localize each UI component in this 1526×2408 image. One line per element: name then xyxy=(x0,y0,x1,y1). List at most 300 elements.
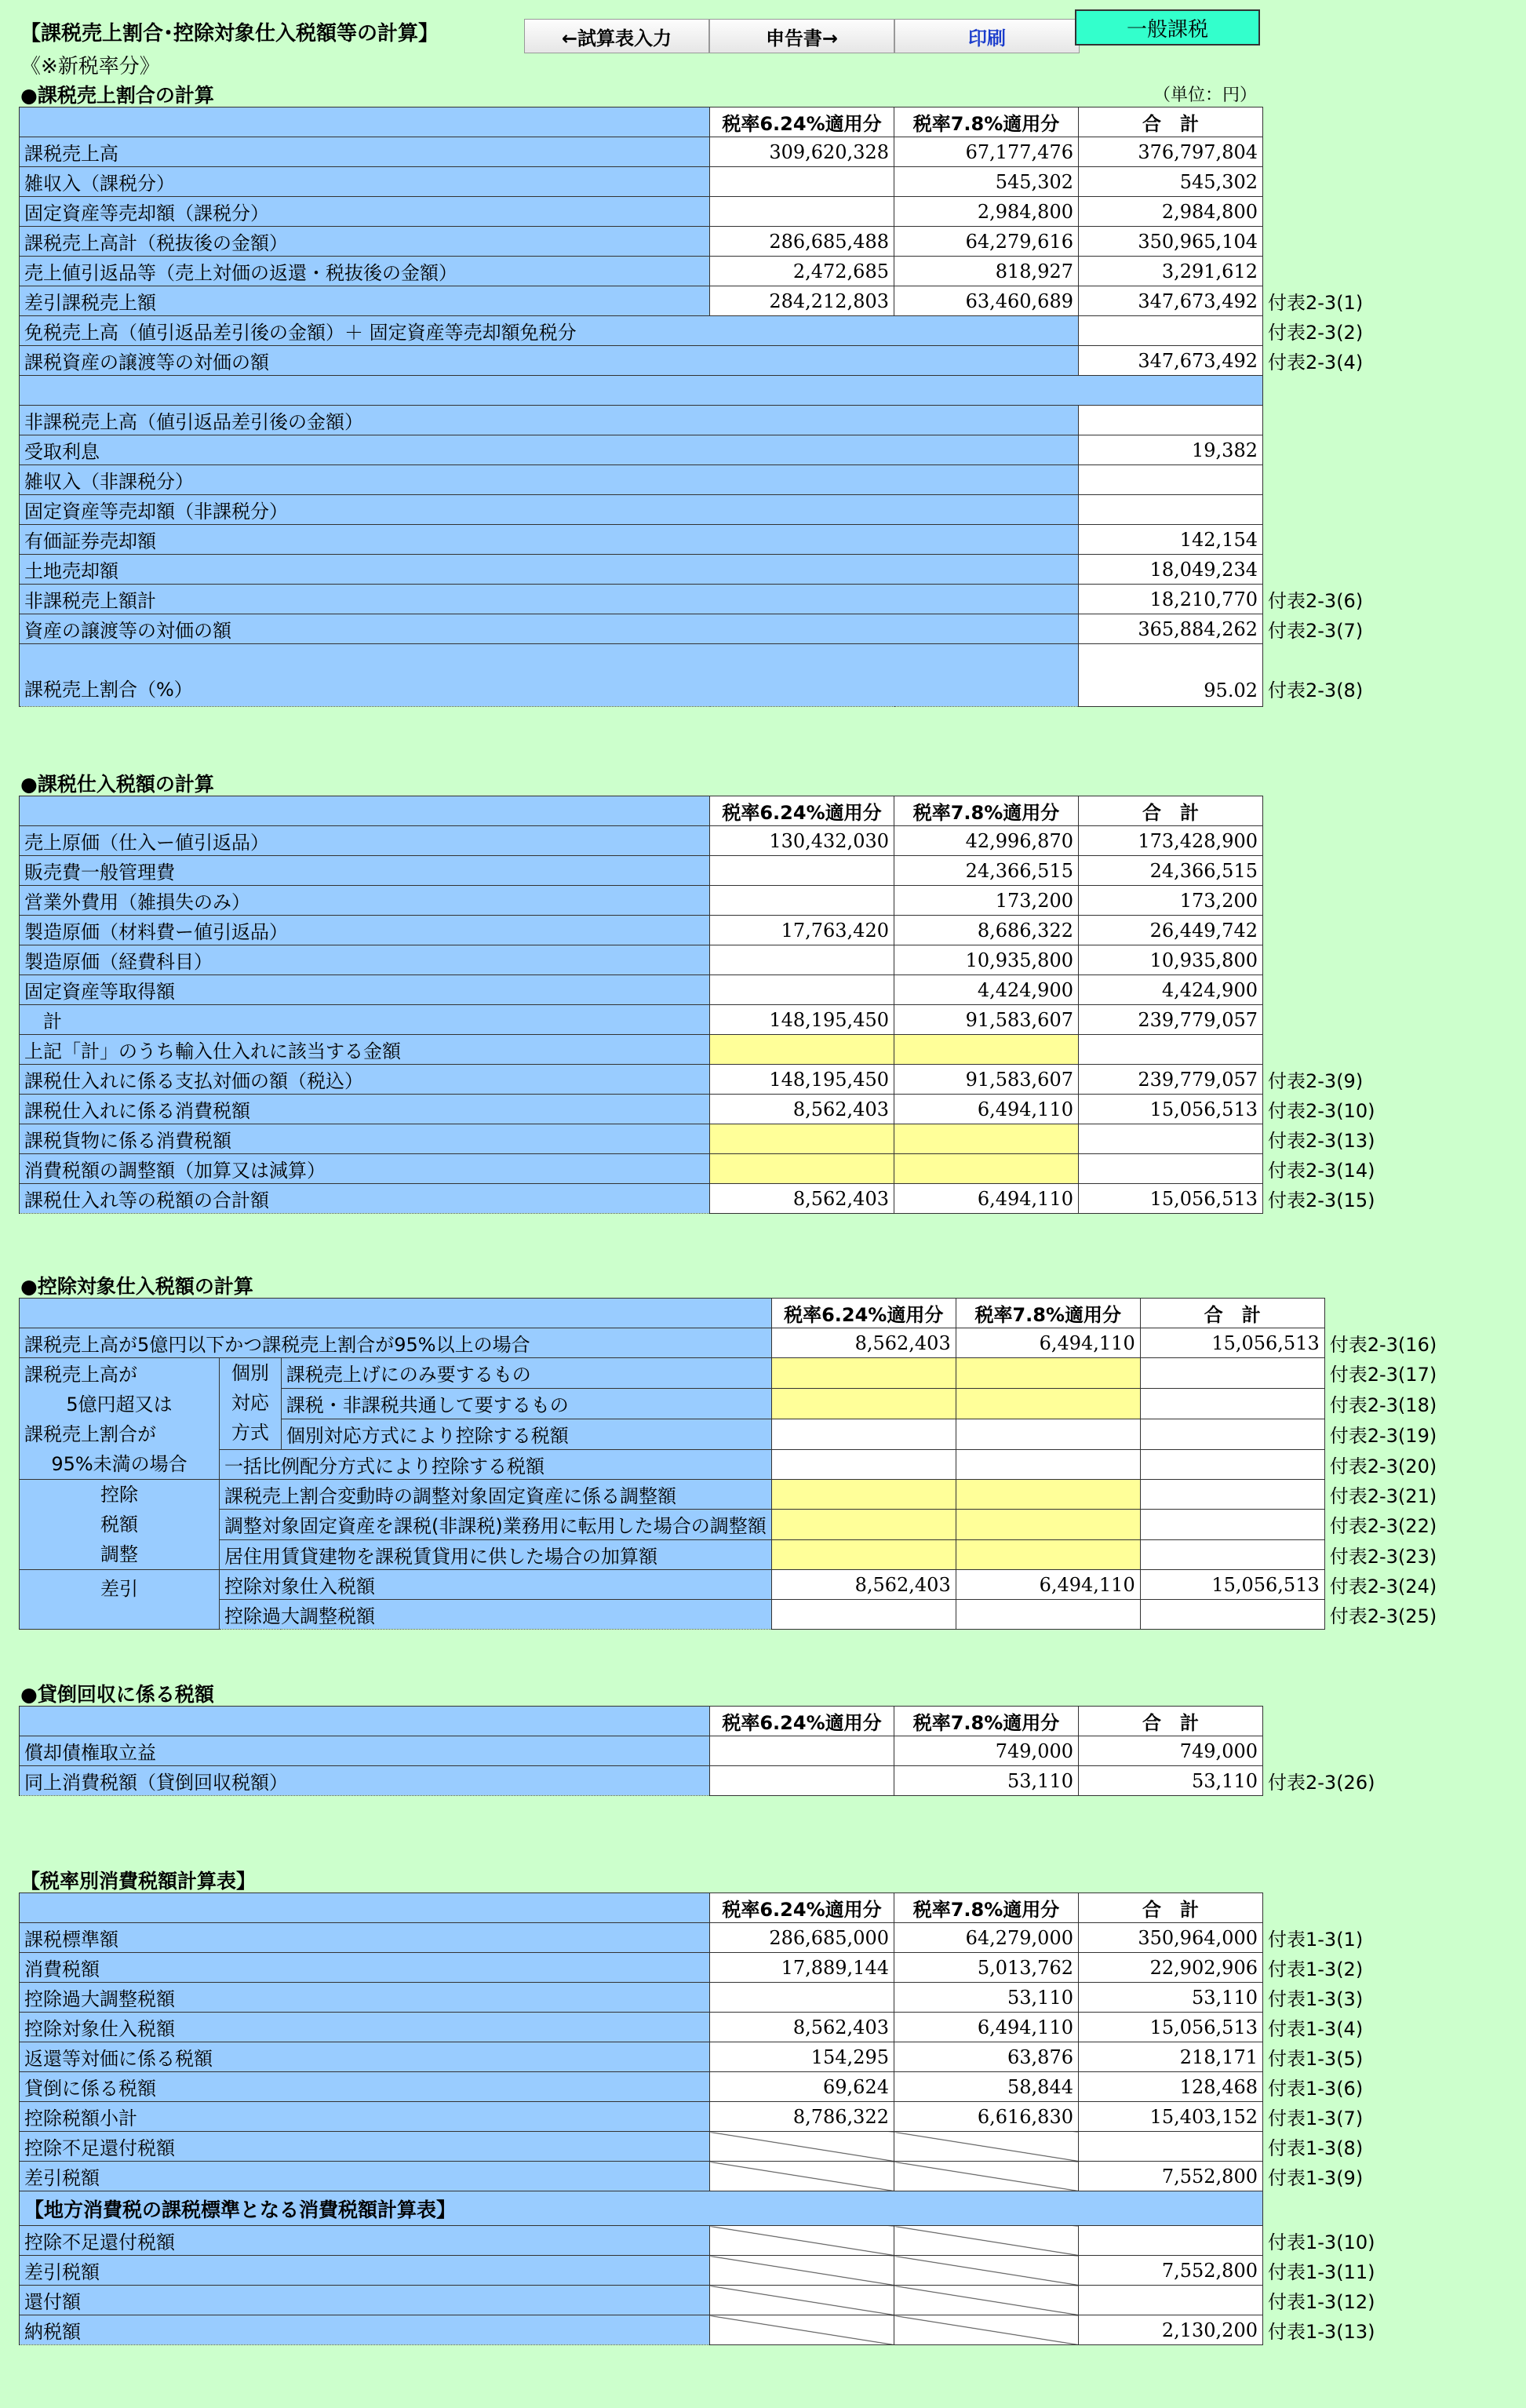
rate-78-value[interactable]: 64,279,000 xyxy=(894,1923,1079,1953)
tax-return-button[interactable]: 申告書→ xyxy=(709,19,894,53)
row-label: 課税仕入れ等の税額の合計額 xyxy=(20,1184,710,1214)
form-reference: 付表1-3(8) xyxy=(1268,2137,1364,2159)
total-value[interactable]: 239,779,057 xyxy=(1079,1005,1263,1035)
row-label: 課税仕入れに係る消費税額 xyxy=(20,1095,710,1124)
individual-method-label xyxy=(220,1358,282,1450)
rate-624-value[interactable] xyxy=(771,1510,956,1539)
total-value[interactable]: 2,130,200 xyxy=(1079,2315,1263,2345)
taxable-sales-ratio-label: 課税売上割合（%） xyxy=(20,644,1079,707)
difference-label: 差引 xyxy=(20,1570,220,1630)
row-label: 課税売上割合変動時の調整対象固定資産に係る調整額 xyxy=(220,1480,772,1510)
row-label: 計 xyxy=(20,1005,710,1035)
form-reference: 付表1-3(3) xyxy=(1268,1988,1364,2010)
form-reference: 付表2-3(18) xyxy=(1329,1394,1437,1417)
row-label: 売上原価（仕入ー値引返品） xyxy=(20,826,710,856)
total-value[interactable]: 26,449,742 xyxy=(1079,916,1263,945)
rate-624-value[interactable] xyxy=(771,1539,956,1569)
total-value[interactable] xyxy=(1079,1154,1263,1184)
total-value[interactable] xyxy=(1079,2226,1263,2256)
rate-78-value[interactable]: 545,302 xyxy=(894,167,1079,197)
row-label: 消費税額の調整額（加算又は減算） xyxy=(20,1154,710,1184)
form-reference: 付表2-3(8) xyxy=(1268,679,1364,701)
large-sales-condition-label xyxy=(20,1358,220,1480)
rate-624-value[interactable] xyxy=(710,1983,894,2013)
form-reference xyxy=(1263,826,1389,856)
table-row xyxy=(20,2256,1389,2286)
form-reference xyxy=(1263,1005,1389,1035)
table-row xyxy=(20,945,1389,975)
rate-624-value[interactable]: 148,195,450 xyxy=(710,1065,894,1095)
table-row xyxy=(20,1328,1451,1358)
rate-78-value[interactable]: 749,000 xyxy=(894,1736,1079,1766)
table-row xyxy=(20,525,1389,555)
rate-624-value[interactable] xyxy=(710,1124,894,1154)
table-row xyxy=(20,1095,1389,1124)
adjustment-line: 税額 xyxy=(100,1514,138,1536)
total-value[interactable] xyxy=(1140,1358,1324,1389)
column-header-rate-624: 税率6.24%適用分 xyxy=(710,1893,894,1923)
column-header-rate-78: 税率7.8%適用分 xyxy=(956,1299,1140,1328)
rate-78-value[interactable] xyxy=(956,1510,1140,1539)
table-row xyxy=(20,886,1389,916)
table-row xyxy=(20,1766,1389,1796)
rate-624-value[interactable]: 130,432,030 xyxy=(710,826,894,856)
table-row xyxy=(20,856,1389,886)
total-value[interactable]: 15,056,513 xyxy=(1140,1570,1324,1600)
page-subtitle: 《※新税率分》 xyxy=(20,55,160,78)
form-reference xyxy=(1263,257,1389,286)
rate-78-value[interactable] xyxy=(894,1124,1079,1154)
individual-method-line: 方式 xyxy=(231,1422,269,1444)
total-value[interactable]: 347,673,492 xyxy=(1079,286,1263,316)
table-row xyxy=(20,167,1389,197)
rate-624-value[interactable] xyxy=(771,1600,956,1630)
total-value[interactable]: 53,110 xyxy=(1079,1766,1263,1796)
header-blank xyxy=(20,1299,772,1328)
row-label: 消費税額 xyxy=(20,1953,710,1983)
total-value[interactable]: 128,468 xyxy=(1079,2072,1263,2102)
form-reference xyxy=(1263,945,1389,975)
total-value[interactable] xyxy=(1079,406,1263,435)
form-reference: 付表2-3(24) xyxy=(1329,1576,1437,1597)
rate-624-value[interactable] xyxy=(710,1154,894,1184)
column-header-rate-624: 税率6.24%適用分 xyxy=(710,1707,894,1736)
total-value[interactable]: 142,154 xyxy=(1079,525,1263,555)
row-label: 課税売上高が5億円以下かつ課税売上割合が95%以上の場合 xyxy=(20,1328,772,1358)
total-value[interactable]: 7,552,800 xyxy=(1079,2162,1263,2191)
rate-624-value[interactable] xyxy=(710,975,894,1005)
table-row xyxy=(20,1600,1451,1630)
rate-78-value[interactable] xyxy=(956,1600,1140,1630)
rate-78-value[interactable]: 4,424,900 xyxy=(894,975,1079,1005)
table-row xyxy=(20,257,1389,286)
rate-78-value[interactable]: 64,279,616 xyxy=(894,227,1079,257)
row-label: 貸倒に係る税額 xyxy=(20,2072,710,2102)
deductible-purchase-tax-section-title: ●控除対象仕入税額の計算 xyxy=(20,1275,253,1298)
total-value[interactable]: 173,200 xyxy=(1079,886,1263,916)
table-row xyxy=(20,2102,1389,2132)
table-row xyxy=(20,2226,1389,2256)
table-row xyxy=(20,316,1389,346)
rate-78-value[interactable]: 63,460,689 xyxy=(894,286,1079,316)
total-value[interactable] xyxy=(1140,1449,1324,1480)
form-reference: 付表2-3(23) xyxy=(1329,1545,1437,1568)
form-reference: 付表1-3(13) xyxy=(1268,2321,1375,2343)
rate-78-value[interactable] xyxy=(956,1449,1140,1480)
row-label: 差引税額 xyxy=(20,2162,710,2191)
rate-624-value[interactable] xyxy=(710,2286,894,2315)
total-value[interactable]: 350,965,104 xyxy=(1079,227,1263,257)
row-label: 課税・非課税共通して要するもの xyxy=(281,1388,771,1419)
taxable-sales-ratio-table xyxy=(19,107,1389,707)
rate-624-value[interactable] xyxy=(710,856,894,886)
total-value[interactable] xyxy=(1079,1124,1263,1154)
ref-blank xyxy=(1263,796,1389,826)
form-reference: 付表2-3(26) xyxy=(1268,1772,1375,1794)
row-label: 控除不足還付税額 xyxy=(20,2226,710,2256)
table-row xyxy=(20,1124,1389,1154)
rate-624-value[interactable] xyxy=(710,1035,894,1065)
rate-78-value[interactable]: 173,200 xyxy=(894,886,1079,916)
rate-624-value[interactable] xyxy=(710,197,894,227)
form-reference: 付表2-3(17) xyxy=(1329,1364,1437,1386)
form-reference xyxy=(1263,465,1389,495)
table-row xyxy=(20,1923,1389,1953)
total-value[interactable]: 218,171 xyxy=(1079,2042,1263,2072)
row-label: 一括比例配分方式により控除する税額 xyxy=(220,1449,772,1480)
unit-label: （単位：円） xyxy=(1153,86,1258,105)
rate-624-value[interactable] xyxy=(710,2256,894,2286)
taxable-purchase-tax-table xyxy=(19,796,1389,1214)
table-row xyxy=(20,1065,1389,1095)
total-value[interactable] xyxy=(1079,316,1263,346)
rate-624-value[interactable] xyxy=(710,2226,894,2256)
rate-624-value[interactable] xyxy=(771,1388,956,1419)
form-reference xyxy=(1263,1736,1389,1766)
row-label: 控除対象仕入税額 xyxy=(20,2013,710,2042)
tax-mode-badge: 一般課税 xyxy=(1075,9,1260,46)
header-blank xyxy=(20,107,710,137)
total-value[interactable]: 15,056,513 xyxy=(1079,2013,1263,2042)
rate-624-value[interactable] xyxy=(771,1358,956,1389)
total-value[interactable]: 365,884,262 xyxy=(1079,614,1263,644)
rate-624-value[interactable]: 148,195,450 xyxy=(710,1005,894,1035)
table-row xyxy=(20,495,1389,525)
rate-624-value[interactable] xyxy=(710,167,894,197)
form-reference: 付表2-3(14) xyxy=(1268,1160,1375,1182)
table-row xyxy=(20,1983,1389,2013)
row-label: 土地売却額 xyxy=(20,555,1079,585)
row-label: 控除過大調整税額 xyxy=(20,1983,710,2013)
form-reference: 付表2-3(16) xyxy=(1329,1334,1437,1356)
rate-78-value[interactable]: 6,494,110 xyxy=(956,1570,1140,1600)
table-row xyxy=(20,1184,1389,1214)
column-header-total: 合 計 xyxy=(1079,1707,1263,1736)
column-header-rate-78: 税率7.8%適用分 xyxy=(894,1707,1079,1736)
rate-78-value[interactable] xyxy=(894,2286,1079,2315)
total-value[interactable] xyxy=(1079,1035,1263,1065)
total-value[interactable] xyxy=(1079,465,1263,495)
total-value[interactable] xyxy=(1140,1419,1324,1449)
big-condition-line: 95%未満の場合 xyxy=(51,1453,188,1475)
column-header-total: 合 計 xyxy=(1079,1893,1263,1923)
rate-624-value[interactable] xyxy=(771,1419,956,1449)
row-label: 雑収入（課税分） xyxy=(20,167,710,197)
row-label: 控除過大調整税額 xyxy=(220,1600,772,1630)
table-row xyxy=(20,2162,1389,2191)
total-value[interactable] xyxy=(1079,2132,1263,2162)
big-condition-line: 課税売上割合が xyxy=(24,1423,156,1445)
rate-624-value[interactable] xyxy=(710,1766,894,1796)
rate-624-value[interactable]: 286,685,000 xyxy=(710,1923,894,1953)
rate-78-value[interactable] xyxy=(894,2162,1079,2191)
rate-78-value[interactable] xyxy=(894,1035,1079,1065)
rate-78-value[interactable] xyxy=(956,1358,1140,1389)
total-value[interactable]: 10,935,800 xyxy=(1079,945,1263,975)
row-label: 還付額 xyxy=(20,2286,710,2315)
total-value[interactable] xyxy=(1140,1600,1324,1630)
rate-78-value[interactable] xyxy=(894,1154,1079,1184)
form-reference xyxy=(1263,916,1389,945)
column-header-total: 合 計 xyxy=(1079,107,1263,137)
table-row xyxy=(20,1005,1389,1035)
total-value[interactable]: 545,302 xyxy=(1079,167,1263,197)
rate-624-value[interactable]: 17,889,144 xyxy=(710,1953,894,1983)
total-value[interactable] xyxy=(1079,2286,1263,2315)
form-reference: 付表1-3(4) xyxy=(1268,2018,1364,2040)
taxable-sales-ratio-value[interactable]: 95.02 xyxy=(1079,644,1263,707)
total-value[interactable]: 347,673,492 xyxy=(1079,346,1263,376)
total-value[interactable]: 350,964,000 xyxy=(1079,1923,1263,1953)
row-label: 課税仕入れに係る支払対価の額（税込） xyxy=(20,1065,710,1095)
rate-624-value[interactable] xyxy=(710,886,894,916)
rate-624-value[interactable] xyxy=(710,2132,894,2162)
deductible-purchase-tax-table xyxy=(19,1298,1451,1630)
rate-624-value[interactable]: 8,562,403 xyxy=(710,1184,894,1214)
form-reference xyxy=(1263,495,1389,525)
table-row xyxy=(20,1953,1389,1983)
rate-78-value[interactable]: 6,494,110 xyxy=(894,1095,1079,1124)
form-reference xyxy=(1263,1035,1389,1065)
rate-624-value[interactable]: 8,786,322 xyxy=(710,2102,894,2132)
form-reference: 付表1-3(9) xyxy=(1268,2167,1364,2189)
column-header-total: 合 計 xyxy=(1079,796,1263,826)
rate-624-value[interactable]: 309,620,328 xyxy=(710,137,894,167)
tax-by-rate-table xyxy=(19,1893,1389,2345)
total-value[interactable]: 19,382 xyxy=(1079,435,1263,465)
rate-78-value[interactable]: 10,935,800 xyxy=(894,945,1079,975)
total-value[interactable]: 239,779,057 xyxy=(1079,1065,1263,1095)
total-value[interactable]: 15,056,513 xyxy=(1079,1095,1263,1124)
table-row xyxy=(20,1154,1389,1184)
total-value[interactable]: 7,552,800 xyxy=(1079,2256,1263,2286)
rate-78-value[interactable]: 6,616,830 xyxy=(894,2102,1079,2132)
table-row xyxy=(20,346,1389,376)
row-label: 納税額 xyxy=(20,2315,710,2345)
rate-624-value[interactable] xyxy=(710,2162,894,2191)
big-condition-line: 5億円超又は xyxy=(66,1393,173,1415)
rate-624-value[interactable] xyxy=(771,1480,956,1510)
rate-624-value[interactable]: 17,763,420 xyxy=(710,916,894,945)
table-row xyxy=(20,406,1389,435)
form-reference xyxy=(1263,167,1389,197)
column-header-rate-624: 税率6.24%適用分 xyxy=(710,107,894,137)
row-label: 課税貨物に係る消費税額 xyxy=(20,1124,710,1154)
total-value[interactable] xyxy=(1140,1388,1324,1419)
table-row xyxy=(20,1736,1389,1766)
rate-78-value[interactable]: 42,996,870 xyxy=(894,826,1079,856)
rate-624-value[interactable] xyxy=(771,1449,956,1480)
ref-blank xyxy=(1324,1299,1450,1328)
rate-78-value[interactable] xyxy=(956,1388,1140,1419)
rate-78-value[interactable] xyxy=(894,2226,1079,2256)
rate-78-value[interactable] xyxy=(956,1419,1140,1449)
row-label: 製造原価（経費科目） xyxy=(20,945,710,975)
form-reference xyxy=(1263,975,1389,1005)
rate-78-value[interactable]: 53,110 xyxy=(894,1766,1079,1796)
trial-balance-input-button[interactable]: ←試算表入力 xyxy=(524,19,709,53)
taxable-sales-ratio-section-title: ●課税売上割合の計算 xyxy=(20,84,214,107)
total-value[interactable]: 749,000 xyxy=(1079,1736,1263,1766)
row-label: 売上値引返品等（売上対価の返還・税抜後の金額） xyxy=(20,257,710,286)
total-value[interactable]: 53,110 xyxy=(1079,1983,1263,2013)
form-reference: 付表1-3(10) xyxy=(1268,2231,1375,2253)
bad-debt-recovery-table xyxy=(19,1706,1389,1796)
form-reference: 付表2-3(20) xyxy=(1329,1455,1437,1477)
table-row xyxy=(20,975,1389,1005)
form-reference: 付表2-3(9) xyxy=(1268,1070,1364,1092)
rate-624-value[interactable]: 284,212,803 xyxy=(710,286,894,316)
rate-78-value[interactable] xyxy=(894,2315,1079,2345)
bad-debt-recovery-section-title: ●貸倒回収に係る税額 xyxy=(20,1683,214,1706)
row-label: 課税売上げにのみ要するもの xyxy=(281,1358,771,1389)
rate-78-value[interactable]: 6,494,110 xyxy=(956,1328,1140,1358)
rate-78-value[interactable]: 5,013,762 xyxy=(894,1953,1079,1983)
row-label: 課税売上高計（税抜後の金額） xyxy=(20,227,710,257)
total-value[interactable]: 22,902,906 xyxy=(1079,1953,1263,1983)
total-value[interactable]: 15,056,513 xyxy=(1140,1328,1324,1358)
row-label: 同上消費税額（貸倒回収税額） xyxy=(20,1766,710,1796)
rate-78-value[interactable]: 58,844 xyxy=(894,2072,1079,2102)
adjustment-line: 控除 xyxy=(100,1484,138,1506)
row-label: 課税標準額 xyxy=(20,1923,710,1953)
total-value[interactable] xyxy=(1140,1480,1324,1510)
form-reference: 付表2-3(1) xyxy=(1268,292,1364,314)
total-value[interactable] xyxy=(1079,495,1263,525)
rate-78-value[interactable] xyxy=(956,1539,1140,1569)
form-reference xyxy=(1263,525,1389,555)
total-value[interactable]: 18,210,770 xyxy=(1079,585,1263,614)
row-label: 個別対応方式により控除する税額 xyxy=(281,1419,771,1449)
ref-blank xyxy=(1263,1707,1389,1736)
row-label: 上記「計」のうち輸入仕入れに該当する金額 xyxy=(20,1035,710,1065)
rate-78-value[interactable]: 91,583,607 xyxy=(894,1065,1079,1095)
rate-624-value[interactable]: 2,472,685 xyxy=(710,257,894,286)
rate-78-value[interactable] xyxy=(956,1480,1140,1510)
tax-adjustment-label xyxy=(20,1480,220,1570)
spacer-row xyxy=(20,376,1263,406)
form-reference: 付表2-3(2) xyxy=(1268,322,1364,344)
total-value[interactable]: 15,403,152 xyxy=(1079,2102,1263,2132)
rate-624-value[interactable]: 69,624 xyxy=(710,2072,894,2102)
table-row xyxy=(20,826,1389,856)
form-reference: 付表2-3(15) xyxy=(1268,1189,1375,1211)
rate-78-value[interactable] xyxy=(894,2256,1079,2286)
rate-624-value[interactable]: 8,562,403 xyxy=(771,1570,956,1600)
rate-78-value[interactable]: 8,686,322 xyxy=(894,916,1079,945)
table-row xyxy=(20,2013,1389,2042)
total-value[interactable] xyxy=(1140,1510,1324,1539)
total-value[interactable]: 2,984,800 xyxy=(1079,197,1263,227)
row-label: 資産の譲渡等の対価の額 xyxy=(20,614,1079,644)
table-row xyxy=(20,1449,1451,1480)
rate-78-value[interactable]: 67,177,476 xyxy=(894,137,1079,167)
rate-78-value[interactable]: 818,927 xyxy=(894,257,1079,286)
row-label: 固定資産等売却額（課税分） xyxy=(20,197,710,227)
form-reference: 付表1-3(12) xyxy=(1268,2291,1375,2313)
table-row xyxy=(20,916,1389,945)
table-row xyxy=(20,1510,1451,1539)
tax-by-rate-section-title: 【税率別消費税額計算表】 xyxy=(20,1870,257,1893)
rate-78-value[interactable]: 6,494,110 xyxy=(894,1184,1079,1214)
rate-624-value[interactable]: 286,685,488 xyxy=(710,227,894,257)
total-value[interactable]: 18,049,234 xyxy=(1079,555,1263,585)
rate-624-value[interactable]: 8,562,403 xyxy=(710,1095,894,1124)
column-header-rate-78: 税率7.8%適用分 xyxy=(894,796,1079,826)
total-value[interactable]: 15,056,513 xyxy=(1079,1184,1263,1214)
rate-624-value[interactable] xyxy=(710,945,894,975)
total-value[interactable]: 4,424,900 xyxy=(1079,975,1263,1005)
total-value[interactable]: 24,366,515 xyxy=(1079,856,1263,886)
total-value[interactable]: 3,291,612 xyxy=(1079,257,1263,286)
total-value[interactable]: 173,428,900 xyxy=(1079,826,1263,856)
row-label: 非課税売上高（値引返品差引後の金額） xyxy=(20,406,1079,435)
rate-624-value[interactable] xyxy=(710,1736,894,1766)
rate-78-value[interactable] xyxy=(894,2132,1079,2162)
form-reference: 付表2-3(22) xyxy=(1329,1515,1437,1538)
rate-624-value[interactable]: 8,562,403 xyxy=(771,1328,956,1358)
ref-blank xyxy=(1263,2191,1389,2226)
row-label: 控除税額小計 xyxy=(20,2102,710,2132)
form-reference: 付表1-3(2) xyxy=(1268,1958,1364,1980)
rate-624-value[interactable] xyxy=(710,2315,894,2345)
rate-78-value[interactable]: 63,876 xyxy=(894,2042,1079,2072)
row-label: 営業外費用（雑損失のみ） xyxy=(20,886,710,916)
rate-624-value[interactable]: 8,562,403 xyxy=(710,2013,894,2042)
row-label: 免税売上高（値引返品差引後の金額）＋ 固定資産等売却額免税分 xyxy=(20,316,1079,346)
row-label: 固定資産等売却額（非課税分） xyxy=(20,495,1079,525)
table-row xyxy=(20,2072,1389,2102)
rate-78-value[interactable]: 91,583,607 xyxy=(894,1005,1079,1035)
rate-78-value[interactable]: 6,494,110 xyxy=(894,2013,1079,2042)
form-reference xyxy=(1263,856,1389,886)
print-button[interactable]: 印刷 xyxy=(894,19,1080,53)
rate-624-value[interactable]: 154,295 xyxy=(710,2042,894,2072)
total-value[interactable]: 376,797,804 xyxy=(1079,137,1263,167)
table-row xyxy=(20,227,1389,257)
total-value[interactable] xyxy=(1140,1539,1324,1569)
header-blank xyxy=(20,1893,710,1923)
rate-78-value[interactable]: 53,110 xyxy=(894,1983,1079,2013)
table-row xyxy=(20,2132,1389,2162)
taxable-purchase-tax-section-title: ●課税仕入税額の計算 xyxy=(20,773,214,796)
row-label: 課税資産の譲渡等の対価の額 xyxy=(20,346,1079,376)
table-row xyxy=(20,1539,1451,1569)
rate-78-value[interactable]: 24,366,515 xyxy=(894,856,1079,886)
table-row xyxy=(20,585,1389,614)
ratio-row xyxy=(20,644,1389,707)
rate-78-value[interactable]: 2,984,800 xyxy=(894,197,1079,227)
